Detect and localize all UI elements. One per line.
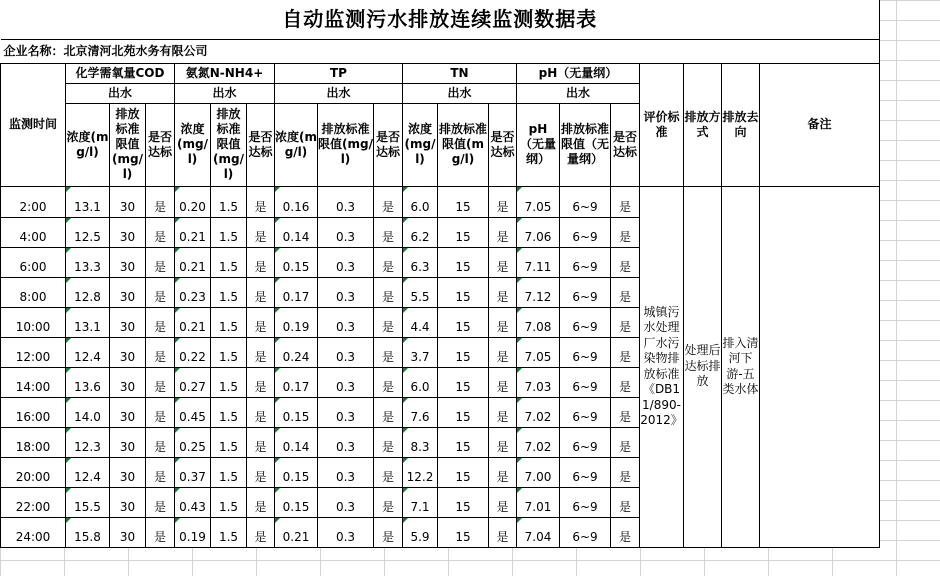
- cell-nh-lim: 1.5: [211, 337, 247, 367]
- cell-nh-ok: 是: [247, 457, 275, 487]
- cell-tp-ok: 是: [374, 397, 403, 427]
- cell-cod-lim: 30: [110, 487, 146, 517]
- cell-tn-ok: 是: [489, 517, 517, 547]
- cell-ph: 7.08: [517, 307, 560, 337]
- cell-tp: 0.16: [275, 186, 318, 217]
- cell-tp-lim: 0.3: [318, 457, 374, 487]
- header-discharge-method: 排放方式: [684, 63, 722, 186]
- cell-tn-ok: 是: [489, 427, 517, 457]
- header-ph-compliant: 是否达标: [611, 103, 640, 186]
- cell-ph-lim: 6~9: [560, 487, 611, 517]
- cell-tp-lim: 0.3: [318, 217, 374, 247]
- cell-nh-lim: 1.5: [211, 487, 247, 517]
- cell-time: 22:00: [1, 487, 66, 517]
- header-nh4-concentration: 浓度(mg/l): [175, 103, 211, 186]
- cell-nh-ok: 是: [247, 186, 275, 217]
- cell-tp-lim: 0.3: [318, 337, 374, 367]
- cell-nh-lim: 1.5: [211, 397, 247, 427]
- cell-tn: 7.6: [403, 397, 438, 427]
- cell-tp-ok: 是: [374, 337, 403, 367]
- cell-time: 6:00: [1, 247, 66, 277]
- cell-time: 16:00: [1, 397, 66, 427]
- cell-tn-ok: 是: [489, 397, 517, 427]
- cell-tn-lim: 15: [438, 457, 489, 487]
- cell-nh-ok: 是: [247, 337, 275, 367]
- group-nh4: 氨氮N-NH4+: [175, 63, 275, 83]
- cell-tp-ok: 是: [374, 217, 403, 247]
- cell-nh-ok: 是: [247, 277, 275, 307]
- cell-cod: 15.5: [66, 487, 110, 517]
- cell-nh-ok: 是: [247, 517, 275, 547]
- cell-tn-lim: 15: [438, 217, 489, 247]
- cell-cod-lim: 30: [110, 367, 146, 397]
- cell-ph: 7.01: [517, 487, 560, 517]
- cell-tn-ok: 是: [489, 217, 517, 247]
- header-cod-concentration: 浓度(mg/l): [66, 103, 110, 186]
- cell-tn-lim: 15: [438, 337, 489, 367]
- cell-cod: 13.6: [66, 367, 110, 397]
- cell-nh: 0.27: [175, 367, 211, 397]
- cell-nh-lim: 1.5: [211, 457, 247, 487]
- cell-ph-lim: 6~9: [560, 397, 611, 427]
- cell-cod-ok: 是: [146, 487, 175, 517]
- cell-tn: 4.4: [403, 307, 438, 337]
- cell-cod-ok: 是: [146, 247, 175, 277]
- cell-ph-ok: 是: [611, 457, 640, 487]
- cell-ph-lim: 6~9: [560, 367, 611, 397]
- cell-cod: 13.1: [66, 186, 110, 217]
- cell-tn: 3.7: [403, 337, 438, 367]
- cell-nh: 0.25: [175, 427, 211, 457]
- cell-cod-lim: 30: [110, 397, 146, 427]
- cell-ph-ok: 是: [611, 217, 640, 247]
- cell-nh-ok: 是: [247, 367, 275, 397]
- header-tn-concentration: 浓度(mg/l): [403, 103, 438, 186]
- cell-ph-ok: 是: [611, 487, 640, 517]
- cell-ph-ok: 是: [611, 397, 640, 427]
- cell-tp-ok: 是: [374, 517, 403, 547]
- cell-tn-lim: 15: [438, 367, 489, 397]
- outlet-cod: 出水: [66, 83, 175, 103]
- cell-tn: 6.2: [403, 217, 438, 247]
- cell-ph: 7.03: [517, 367, 560, 397]
- cell-tp-lim: 0.3: [318, 186, 374, 217]
- cell-nh-ok: 是: [247, 307, 275, 337]
- cell-cod-lim: 30: [110, 277, 146, 307]
- cell-tp-ok: 是: [374, 277, 403, 307]
- header-eval-standard: 评价标准: [640, 63, 684, 186]
- cell-tp-ok: 是: [374, 487, 403, 517]
- cell-tp: 0.19: [275, 307, 318, 337]
- cell-time: 8:00: [1, 277, 66, 307]
- cell-cod-lim: 30: [110, 247, 146, 277]
- cell-cod: 14.0: [66, 397, 110, 427]
- cell-ph-lim: 6~9: [560, 427, 611, 457]
- cell-cod-ok: 是: [146, 457, 175, 487]
- cell-tn: 6.3: [403, 247, 438, 277]
- cell-nh-ok: 是: [247, 247, 275, 277]
- cell-cod: 12.3: [66, 427, 110, 457]
- cell-ph-lim: 6~9: [560, 277, 611, 307]
- cell-cod-lim: 30: [110, 186, 146, 217]
- cell-time: 10:00: [1, 307, 66, 337]
- cell-tn-ok: 是: [489, 277, 517, 307]
- cell-cod: 12.4: [66, 337, 110, 367]
- group-ph: pH（无量纲）: [517, 63, 640, 83]
- header-remarks: 备注: [760, 63, 880, 186]
- cell-nh-ok: 是: [247, 217, 275, 247]
- merged-discharge-destination: 排入清河下游-五类水体: [722, 186, 760, 547]
- cell-tp: 0.17: [275, 367, 318, 397]
- cell-tn-lim: 15: [438, 427, 489, 457]
- cell-cod-ok: 是: [146, 186, 175, 217]
- cell-ph: 7.05: [517, 337, 560, 367]
- cell-cod-lim: 30: [110, 217, 146, 247]
- cell-tp-ok: 是: [374, 307, 403, 337]
- cell-tp-lim: 0.3: [318, 277, 374, 307]
- cell-ph: 7.00: [517, 457, 560, 487]
- cell-cod-ok: 是: [146, 367, 175, 397]
- cell-tp-ok: 是: [374, 247, 403, 277]
- cell-tn-ok: 是: [489, 457, 517, 487]
- cell-ph: 7.02: [517, 397, 560, 427]
- cell-nh-lim: 1.5: [211, 307, 247, 337]
- table-row: [1, 186, 880, 217]
- cell-tp: 0.15: [275, 487, 318, 517]
- cell-tn-lim: 15: [438, 277, 489, 307]
- cell-ph: 7.02: [517, 427, 560, 457]
- cell-tp: 0.24: [275, 337, 318, 367]
- cell-ph-ok: 是: [611, 517, 640, 547]
- cell-cod: 12.5: [66, 217, 110, 247]
- cell-nh: 0.23: [175, 277, 211, 307]
- cell-tn-ok: 是: [489, 487, 517, 517]
- cell-ph: 7.05: [517, 186, 560, 217]
- cell-time: 12:00: [1, 337, 66, 367]
- cell-tn: 5.5: [403, 277, 438, 307]
- cell-tn-lim: 15: [438, 397, 489, 427]
- cell-tp-ok: 是: [374, 186, 403, 217]
- cell-nh: 0.21: [175, 307, 211, 337]
- cell-ph-ok: 是: [611, 247, 640, 277]
- header-ph-value: pH（无量纲）: [517, 103, 560, 186]
- cell-cod-ok: 是: [146, 307, 175, 337]
- group-tp: TP: [275, 63, 403, 83]
- cell-cod-ok: 是: [146, 427, 175, 457]
- cell-tp: 0.17: [275, 277, 318, 307]
- cell-nh: 0.20: [175, 186, 211, 217]
- cell-nh-lim: 1.5: [211, 247, 247, 277]
- cell-nh: 0.19: [175, 517, 211, 547]
- cell-ph-ok: 是: [611, 307, 640, 337]
- header-time: 监测时间: [1, 63, 66, 186]
- cell-tn-ok: 是: [489, 186, 517, 217]
- cell-nh-lim: 1.5: [211, 427, 247, 457]
- cell-nh: 0.37: [175, 457, 211, 487]
- cell-nh-lim: 1.5: [211, 217, 247, 247]
- cell-ph-ok: 是: [611, 427, 640, 457]
- cell-nh-lim: 1.5: [211, 367, 247, 397]
- group-cod: 化学需氧量COD: [66, 63, 175, 83]
- cell-time: 18:00: [1, 427, 66, 457]
- cell-cod-ok: 是: [146, 517, 175, 547]
- cell-nh-ok: 是: [247, 427, 275, 457]
- cell-ph-ok: 是: [611, 186, 640, 217]
- header-ph-limit: 排放标准限值（无量纲）: [560, 103, 611, 186]
- cell-cod-lim: 30: [110, 457, 146, 487]
- cell-tp-lim: 0.3: [318, 427, 374, 457]
- cell-ph-lim: 6~9: [560, 247, 611, 277]
- cell-time: 4:00: [1, 217, 66, 247]
- merged-eval-standard: 城镇污水处理厂水污染物排放标准《DB11/890-2012》: [640, 186, 684, 547]
- cell-ph-ok: 是: [611, 367, 640, 397]
- cell-ph-lim: 6~9: [560, 337, 611, 367]
- cell-nh: 0.21: [175, 247, 211, 277]
- cell-tn-ok: 是: [489, 247, 517, 277]
- group-tn: TN: [403, 63, 517, 83]
- cell-nh-ok: 是: [247, 487, 275, 517]
- cell-tp-ok: 是: [374, 367, 403, 397]
- cell-nh: 0.45: [175, 397, 211, 427]
- cell-tn-lim: 15: [438, 307, 489, 337]
- cell-nh-ok: 是: [247, 397, 275, 427]
- cell-tp-ok: 是: [374, 457, 403, 487]
- header-tp-concentration: 浓度(mg/l): [275, 103, 318, 186]
- cell-tp-lim: 0.3: [318, 397, 374, 427]
- cell-tn: 5.9: [403, 517, 438, 547]
- cell-ph: 7.06: [517, 217, 560, 247]
- cell-tp: 0.15: [275, 397, 318, 427]
- cell-tn: 6.0: [403, 186, 438, 217]
- cell-tp-lim: 0.3: [318, 367, 374, 397]
- header-nh4-limit: 排放标准限值(mg/l): [211, 103, 247, 186]
- outlet-tn: 出水: [403, 83, 517, 103]
- cell-ph-lim: 6~9: [560, 186, 611, 217]
- cell-ph-lim: 6~9: [560, 307, 611, 337]
- cell-ph-lim: 6~9: [560, 517, 611, 547]
- header-cod-compliant: 是否达标: [146, 103, 175, 186]
- company-name: 企业名称：北京清河北苑水务有限公司: [1, 39, 880, 63]
- cell-ph-ok: 是: [611, 277, 640, 307]
- cell-tn: 6.0: [403, 367, 438, 397]
- cell-nh: 0.22: [175, 337, 211, 367]
- header-tn-compliant: 是否达标: [489, 103, 517, 186]
- cell-cod-ok: 是: [146, 337, 175, 367]
- cell-tp: 0.14: [275, 427, 318, 457]
- cell-nh-lim: 1.5: [211, 277, 247, 307]
- cell-tn-ok: 是: [489, 307, 517, 337]
- page-title: 自动监测污水排放连续监测数据表: [1, 0, 880, 39]
- cell-cod: 13.3: [66, 247, 110, 277]
- cell-nh-lim: 1.5: [211, 186, 247, 217]
- merged-remarks: [760, 186, 880, 547]
- cell-tn: 7.1: [403, 487, 438, 517]
- cell-cod-ok: 是: [146, 217, 175, 247]
- cell-tp-ok: 是: [374, 427, 403, 457]
- cell-tp-lim: 0.3: [318, 487, 374, 517]
- cell-cod-ok: 是: [146, 277, 175, 307]
- cell-ph: 7.11: [517, 247, 560, 277]
- cell-cod-ok: 是: [146, 397, 175, 427]
- cell-time: 14:00: [1, 367, 66, 397]
- header-tp-compliant: 是否达标: [374, 103, 403, 186]
- cell-tn-lim: 15: [438, 247, 489, 277]
- cell-ph-lim: 6~9: [560, 457, 611, 487]
- cell-cod-lim: 30: [110, 307, 146, 337]
- cell-cod-lim: 30: [110, 337, 146, 367]
- cell-cod: 12.4: [66, 457, 110, 487]
- cell-time: 24:00: [1, 517, 66, 547]
- cell-tn-ok: 是: [489, 337, 517, 367]
- merged-discharge-method: 处理后达标排放: [684, 186, 722, 547]
- cell-cod: 13.1: [66, 307, 110, 337]
- outlet-tp: 出水: [275, 83, 403, 103]
- cell-tn-ok: 是: [489, 367, 517, 397]
- cell-tn-lim: 15: [438, 487, 489, 517]
- cell-tn: 12.2: [403, 457, 438, 487]
- header-tn-limit: 排放标准限值(mg/l): [438, 103, 489, 186]
- cell-time: 20:00: [1, 457, 66, 487]
- header-nh4-compliant: 是否达标: [247, 103, 275, 186]
- cell-tp-lim: 0.3: [318, 517, 374, 547]
- cell-tn-lim: 15: [438, 186, 489, 217]
- header-tp-limit: 排放标准限值(mg/l): [318, 103, 374, 186]
- header-discharge-destination: 排放去向: [722, 63, 760, 186]
- cell-cod-lim: 30: [110, 427, 146, 457]
- cell-ph-ok: 是: [611, 337, 640, 367]
- cell-ph-lim: 6~9: [560, 217, 611, 247]
- cell-nh: 0.43: [175, 487, 211, 517]
- cell-cod: 12.8: [66, 277, 110, 307]
- cell-cod-lim: 30: [110, 517, 146, 547]
- cell-tp-lim: 0.3: [318, 307, 374, 337]
- cell-tp: 0.14: [275, 217, 318, 247]
- cell-ph: 7.04: [517, 517, 560, 547]
- cell-tp: 0.15: [275, 457, 318, 487]
- cell-tn: 8.3: [403, 427, 438, 457]
- outlet-nh4: 出水: [175, 83, 275, 103]
- cell-tp-lim: 0.3: [318, 247, 374, 277]
- cell-tp: 0.15: [275, 247, 318, 277]
- outlet-ph: 出水: [517, 83, 640, 103]
- cell-nh: 0.21: [175, 217, 211, 247]
- cell-tn-lim: 15: [438, 517, 489, 547]
- cell-time: 2:00: [1, 186, 66, 217]
- header-cod-limit: 排放标准限值(mg/l): [110, 103, 146, 186]
- cell-nh-lim: 1.5: [211, 517, 247, 547]
- cell-tp: 0.21: [275, 517, 318, 547]
- cell-cod: 15.8: [66, 517, 110, 547]
- cell-ph: 7.12: [517, 277, 560, 307]
